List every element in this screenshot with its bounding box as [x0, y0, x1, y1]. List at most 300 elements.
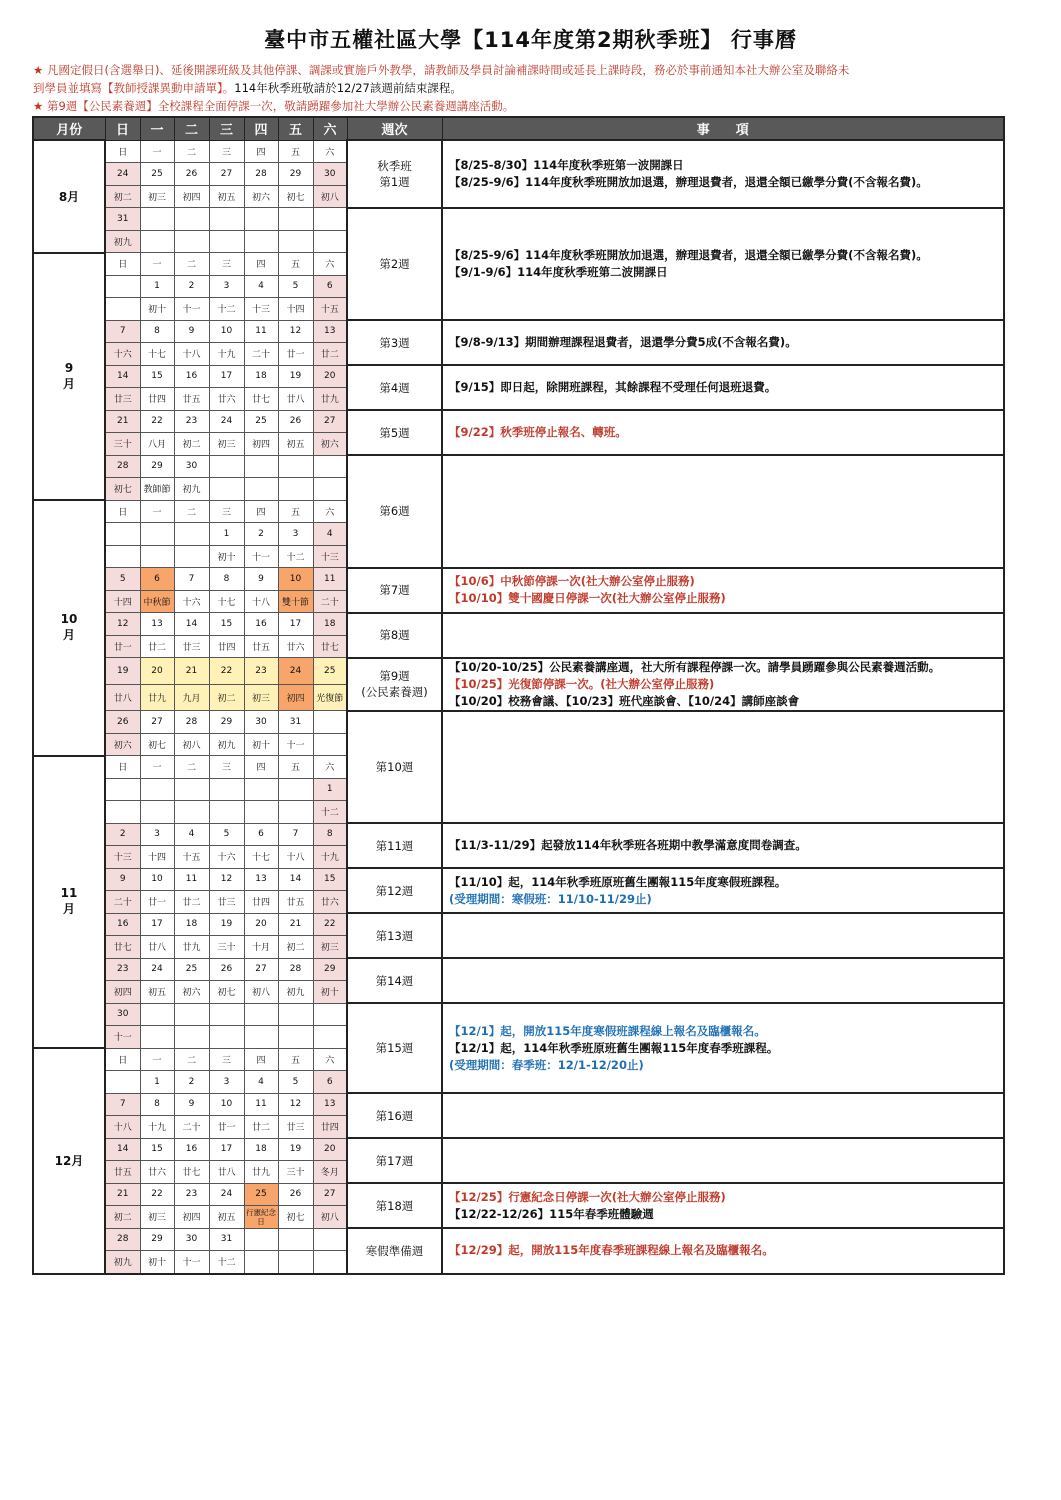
- day-cell: [174, 523, 209, 546]
- day-cell: 初十: [209, 545, 244, 568]
- day-cell: 二十: [174, 1116, 209, 1139]
- day-cell: 29: [278, 163, 313, 186]
- event-cell-w5: [442, 410, 1004, 455]
- day-cell: 6: [313, 1071, 347, 1094]
- day-cell: [313, 1026, 347, 1049]
- day-cell: 初八: [313, 1206, 347, 1229]
- day-cell: 18: [244, 365, 278, 388]
- day-cell: 二: [174, 756, 209, 779]
- day-cell: [244, 1003, 278, 1026]
- day-cell: 31: [278, 711, 313, 734]
- calendar-row: [33, 958, 1004, 981]
- week-cell-w5: 第5週: [347, 410, 442, 455]
- calendar-row: [33, 208, 1004, 231]
- day-cell: 23: [105, 958, 140, 981]
- day-cell: [105, 1071, 140, 1094]
- day-cell: 廿六: [209, 388, 244, 411]
- day-cell: 24: [209, 1183, 244, 1206]
- day-cell: 13: [313, 320, 347, 343]
- day-cell: 廿九: [244, 1161, 278, 1184]
- day-cell: 日: [105, 140, 140, 163]
- day-cell: [244, 1251, 278, 1274]
- day-cell: 初九: [105, 1251, 140, 1274]
- day-cell: 十四: [140, 846, 174, 869]
- day-cell: 日: [105, 253, 140, 276]
- day-cell: [278, 478, 313, 501]
- day-cell: 25: [313, 658, 347, 685]
- event-e5: 【9/22】秋季班停止報名、轉班。: [449, 425, 627, 439]
- day-cell: 二十: [313, 590, 347, 613]
- calendar-row: [33, 1183, 1004, 1206]
- week-cell-w6: 第6週: [347, 455, 442, 568]
- day-cell: 26: [174, 163, 209, 186]
- day-cell: 八月: [140, 433, 174, 456]
- day-cell: 14: [278, 868, 313, 891]
- day-cell: 十八: [105, 1116, 140, 1139]
- day-cell: 十六: [209, 846, 244, 869]
- day-cell: [313, 711, 347, 734]
- day-cell: 十一: [105, 1026, 140, 1049]
- event-e19: 【12/29】起，開放115年度春季班課程線上報名及臨櫃報名。: [449, 1243, 774, 1258]
- day-cell: 4: [313, 523, 347, 546]
- day-cell: [174, 230, 209, 253]
- day-cell: 2: [105, 823, 140, 846]
- day-cell: 廿二: [313, 343, 347, 366]
- day-cell: 初八: [244, 981, 278, 1004]
- header-sat: 六: [313, 117, 347, 140]
- day-cell: 1: [140, 275, 174, 298]
- day-cell: 3: [278, 523, 313, 546]
- day-cell: 五: [278, 756, 313, 779]
- day-cell: 15: [140, 1138, 174, 1161]
- day-cell: [278, 208, 313, 231]
- week-cell-w9: 第9週 (公民素養週): [347, 658, 442, 711]
- day-cell: 26: [278, 410, 313, 433]
- day-cell: 11: [174, 868, 209, 891]
- event-cell-w9: [442, 658, 1004, 711]
- day-cell: 三: [209, 140, 244, 163]
- day-cell: 29: [209, 711, 244, 734]
- day-cell: 17: [209, 1138, 244, 1161]
- day-cell: 廿一: [278, 343, 313, 366]
- day-cell: 四: [244, 756, 278, 779]
- day-cell: 初四: [174, 1206, 209, 1229]
- day-cell: 一: [140, 253, 174, 276]
- event-cell-w2: [442, 208, 1004, 321]
- day-cell: 廿五: [105, 1161, 140, 1184]
- day-cell: [244, 801, 278, 824]
- header-sun: 日: [105, 117, 140, 140]
- event-cell-w18: [442, 1183, 1004, 1228]
- event-cell-w19: [442, 1228, 1004, 1274]
- note-3: ★ 第9週【公民素養週】全校課程全面停課一次，敬請踴躍參加社大學辦公民素養週講座活動。: [33, 99, 515, 113]
- day-cell: 21: [105, 1183, 140, 1206]
- day-cell: 17: [278, 613, 313, 636]
- event-cell-w15: [442, 1003, 1004, 1093]
- day-cell: 30: [174, 1228, 209, 1251]
- day-cell: 廿九: [313, 388, 347, 411]
- day-cell: [244, 1228, 278, 1251]
- month-cell-m12: 12月: [33, 1048, 105, 1274]
- day-cell: 3: [209, 275, 244, 298]
- day-cell: 五: [278, 500, 313, 523]
- day-cell: 8: [140, 1093, 174, 1116]
- event-e7b: 【10/10】雙十國慶日停課一次(社大辦公室停止服務): [449, 591, 726, 605]
- day-cell: 初五: [209, 1206, 244, 1229]
- day-cell: 初四: [174, 185, 209, 208]
- day-cell: 14: [105, 365, 140, 388]
- day-cell: 初六: [244, 185, 278, 208]
- day-cell: 六: [313, 1048, 347, 1071]
- day-cell: 廿一: [105, 635, 140, 658]
- header-fri: 五: [278, 117, 313, 140]
- day-cell: [313, 1251, 347, 1274]
- day-cell: 10: [209, 320, 244, 343]
- calendar-row: [33, 365, 1004, 388]
- day-cell: 17: [209, 365, 244, 388]
- day-cell: 29: [140, 455, 174, 478]
- day-cell: 廿二: [140, 635, 174, 658]
- day-cell: 6: [140, 568, 174, 591]
- day-cell: 四: [244, 500, 278, 523]
- event-e12b: (受理期間：寒假班：11/10-11/29止): [449, 891, 652, 906]
- calendar-row: [33, 711, 1004, 734]
- day-cell: 廿六: [140, 1161, 174, 1184]
- day-cell: 20: [313, 1138, 347, 1161]
- day-cell: 初八: [174, 733, 209, 756]
- day-cell: 23: [174, 410, 209, 433]
- event-cell-w7: [442, 568, 1004, 613]
- day-cell: 十四: [278, 298, 313, 321]
- day-cell: 廿八: [140, 936, 174, 959]
- day-cell: [313, 1003, 347, 1026]
- day-cell: 27: [140, 711, 174, 734]
- day-cell: 初四: [105, 981, 140, 1004]
- day-cell: 27: [313, 410, 347, 433]
- day-cell: 4: [174, 823, 209, 846]
- day-cell: 30: [244, 711, 278, 734]
- day-cell: 二十: [244, 343, 278, 366]
- calendar-row: [33, 1228, 1004, 1251]
- day-cell: [278, 801, 313, 824]
- day-cell: 初二: [105, 1206, 140, 1229]
- day-cell: 25: [174, 958, 209, 981]
- day-cell: 初三: [244, 684, 278, 711]
- day-cell: 日: [105, 500, 140, 523]
- event-cell-w11: [442, 823, 1004, 868]
- day-cell: 二: [174, 1048, 209, 1071]
- day-cell: [174, 1003, 209, 1026]
- calendar-body: [33, 140, 1004, 1274]
- header-wed: 三: [209, 117, 244, 140]
- event-cell-w14: [442, 958, 1004, 1003]
- day-cell: 11: [313, 568, 347, 591]
- day-cell: 31: [209, 1228, 244, 1251]
- day-cell: 廿八: [209, 1161, 244, 1184]
- day-cell: 28: [174, 711, 209, 734]
- note-2: [33, 79, 1008, 97]
- day-cell: 26: [105, 711, 140, 734]
- day-cell: 二: [174, 253, 209, 276]
- day-cell: 28: [105, 455, 140, 478]
- month-cell-m8: 8月: [33, 140, 105, 253]
- day-cell: 日: [105, 756, 140, 779]
- week-cell-w2: 第2週: [347, 208, 442, 321]
- calendar-row: [33, 658, 1004, 685]
- page-title: 臺中市五權社區大學【114年度第2期秋季班】 行事曆: [264, 28, 797, 52]
- day-cell: 初六: [174, 981, 209, 1004]
- day-cell: 一: [140, 140, 174, 163]
- week-cell-w12: 第12週: [347, 868, 442, 913]
- day-cell: 19: [209, 913, 244, 936]
- note-2-black: 114年秋季班敬請於12/27該週前結束課程。: [234, 81, 462, 95]
- event-e4: 【9/15】即日起，除開班課程，其餘課程不受理任何退班退費。: [449, 380, 777, 394]
- event-e9b: 【10/25】光復節停課一次。(社大辦公室停止服務): [449, 676, 715, 691]
- day-cell: [278, 230, 313, 253]
- day-cell: 初二: [174, 433, 209, 456]
- day-cell: [244, 208, 278, 231]
- event-e15a: 【12/1】起，開放115年度寒假班課程線上報名及臨櫃報名。: [449, 1023, 766, 1038]
- day-cell: 三: [209, 756, 244, 779]
- event-e9a: 【10/20-10/25】公民素養講座週，社大所有課程停課一次。請學員踴躍參與公民素養週活動。: [449, 659, 941, 674]
- day-cell: 十九: [313, 846, 347, 869]
- day-cell: 廿四: [244, 891, 278, 914]
- month-cell-m10: 10 月: [33, 500, 105, 756]
- day-cell: 五: [278, 253, 313, 276]
- day-cell: [105, 801, 140, 824]
- event-e18b: 【12/22-12/26】115年春季班體驗週: [449, 1206, 654, 1221]
- day-cell: 17: [140, 913, 174, 936]
- day-cell: 16: [105, 913, 140, 936]
- day-cell: 初三: [209, 433, 244, 456]
- week-cell-w11: 第11週: [347, 823, 442, 868]
- day-cell: 十七: [244, 846, 278, 869]
- day-cell: [313, 733, 347, 756]
- day-cell: 廿一: [140, 891, 174, 914]
- day-cell: 24: [278, 658, 313, 685]
- calendar-table: [32, 116, 1005, 1275]
- event-cell-w1: [442, 140, 1004, 208]
- day-cell: 4: [244, 275, 278, 298]
- day-cell: 初五: [209, 185, 244, 208]
- day-cell: 十一: [174, 1251, 209, 1274]
- day-cell: 十八: [174, 343, 209, 366]
- day-cell: 廿三: [174, 635, 209, 658]
- day-cell: 初十: [140, 1251, 174, 1274]
- day-cell: 廿九: [174, 936, 209, 959]
- day-cell: 8: [209, 568, 244, 591]
- day-cell: 8: [140, 320, 174, 343]
- day-cell: 5: [278, 275, 313, 298]
- day-cell: 廿三: [209, 891, 244, 914]
- day-cell: 10: [278, 568, 313, 591]
- day-cell: 初三: [313, 936, 347, 959]
- day-cell: 廿七: [313, 635, 347, 658]
- week-cell-w7: 第7週: [347, 568, 442, 613]
- day-cell: 初八: [313, 185, 347, 208]
- day-cell: 廿四: [313, 1116, 347, 1139]
- event-e2a: 【8/25-9/6】114年度秋季班開放加退選，辦理退費者，退還全額已繳學分費(不含報名費)。: [449, 247, 928, 262]
- week-cell-w18: 第18週: [347, 1183, 442, 1228]
- day-cell: 教師節: [140, 478, 174, 501]
- day-cell: 十月: [244, 936, 278, 959]
- day-cell: 12: [105, 613, 140, 636]
- day-cell: 光復節: [313, 684, 347, 711]
- day-cell: 27: [244, 958, 278, 981]
- day-cell: 22: [140, 410, 174, 433]
- day-cell: 26: [278, 1183, 313, 1206]
- day-cell: [174, 801, 209, 824]
- day-cell: [209, 208, 244, 231]
- day-cell: 2: [174, 1071, 209, 1094]
- header-thu: 四: [244, 117, 278, 140]
- month-cell-m11: 11 月: [33, 756, 105, 1049]
- day-cell: 廿五: [174, 388, 209, 411]
- day-cell: 9: [244, 568, 278, 591]
- day-cell: [174, 208, 209, 231]
- day-cell: 22: [140, 1183, 174, 1206]
- day-cell: 廿八: [105, 684, 140, 711]
- day-cell: [209, 778, 244, 801]
- day-cell: 15: [140, 365, 174, 388]
- day-cell: 20: [244, 913, 278, 936]
- day-cell: [105, 778, 140, 801]
- day-cell: [278, 1003, 313, 1026]
- event-cell-w17: [442, 1138, 1004, 1183]
- day-cell: 廿一: [209, 1116, 244, 1139]
- day-cell: 十三: [244, 298, 278, 321]
- day-cell: [140, 1003, 174, 1026]
- day-cell: 十一: [278, 733, 313, 756]
- day-cell: 20: [313, 365, 347, 388]
- event-cell-w12: [442, 868, 1004, 913]
- week-cell-w19: 寒假準備週: [347, 1228, 442, 1274]
- day-cell: 28: [244, 163, 278, 186]
- day-cell: [209, 455, 244, 478]
- day-cell: 21: [278, 913, 313, 936]
- calendar-row: [33, 320, 1004, 343]
- day-cell: 初五: [140, 981, 174, 1004]
- day-cell: 十一: [244, 545, 278, 568]
- note-2-red: 到學員並填寫【教師授課異動申請單】。: [33, 81, 235, 95]
- day-cell: 十八: [278, 846, 313, 869]
- day-cell: 13: [313, 1093, 347, 1116]
- day-cell: 六: [313, 500, 347, 523]
- day-cell: 三: [209, 500, 244, 523]
- calendar-row: [33, 613, 1004, 636]
- event-e12a: 【11/10】起，114年秋季班原班舊生團報115年度寒假班課程。: [449, 874, 787, 889]
- day-cell: 廿四: [209, 635, 244, 658]
- day-cell: 7: [105, 320, 140, 343]
- header-week: 週次: [347, 117, 442, 140]
- day-cell: [278, 1228, 313, 1251]
- day-cell: [209, 1026, 244, 1049]
- day-cell: [313, 455, 347, 478]
- day-cell: 二: [174, 140, 209, 163]
- day-cell: 29: [140, 1228, 174, 1251]
- day-cell: 15: [209, 613, 244, 636]
- day-cell: 1: [140, 1071, 174, 1094]
- day-cell: 十六: [105, 343, 140, 366]
- day-cell: [278, 778, 313, 801]
- day-cell: 16: [174, 1138, 209, 1161]
- day-cell: 廿七: [174, 1161, 209, 1184]
- day-cell: 十八: [244, 590, 278, 613]
- header-tue: 二: [174, 117, 209, 140]
- event-cell-w3: [442, 320, 1004, 365]
- day-cell: 16: [174, 365, 209, 388]
- day-cell: [174, 778, 209, 801]
- day-cell: 18: [313, 613, 347, 636]
- event-e1a: 【8/25-8/30】114年度秋季班第一波開課日: [449, 157, 684, 172]
- day-cell: 8: [313, 823, 347, 846]
- day-cell: 四: [244, 140, 278, 163]
- day-cell: 廿四: [140, 388, 174, 411]
- calendar-row: [33, 568, 1004, 591]
- day-cell: [140, 801, 174, 824]
- day-cell: 冬月: [313, 1161, 347, 1184]
- event-e15c: (受理期間：春季班：12/1-12/20止): [449, 1057, 644, 1072]
- day-cell: 十二: [278, 545, 313, 568]
- day-cell: 廿三: [105, 388, 140, 411]
- day-cell: 3: [140, 823, 174, 846]
- day-cell: 廿二: [244, 1116, 278, 1139]
- day-cell: 三十: [278, 1161, 313, 1184]
- event-cell-w6: [442, 455, 1004, 568]
- day-cell: 十一: [174, 298, 209, 321]
- day-cell: 25: [140, 163, 174, 186]
- day-cell: 初九: [174, 478, 209, 501]
- day-cell: 5: [105, 568, 140, 591]
- day-cell: 三: [209, 1048, 244, 1071]
- day-cell: 21: [174, 658, 209, 685]
- day-cell: 20: [140, 658, 174, 685]
- day-cell: 10: [209, 1093, 244, 1116]
- day-cell: 12: [278, 1093, 313, 1116]
- day-cell: 五: [278, 140, 313, 163]
- day-cell: 廿七: [105, 936, 140, 959]
- day-cell: 三: [209, 253, 244, 276]
- day-cell: 十七: [209, 590, 244, 613]
- day-cell: 廿二: [174, 891, 209, 914]
- day-cell: [174, 1026, 209, 1049]
- day-cell: 初四: [244, 433, 278, 456]
- day-cell: 中秋節: [140, 590, 174, 613]
- day-cell: [244, 478, 278, 501]
- event-e15b: 【12/1】起，114年秋季班原班舊生團報115年度春季班課程。: [449, 1040, 779, 1055]
- day-cell: 25: [244, 410, 278, 433]
- day-cell: 四: [244, 253, 278, 276]
- header-event: 事 項: [442, 117, 1004, 140]
- day-cell: 十二: [209, 1251, 244, 1274]
- day-cell: [105, 275, 140, 298]
- day-cell: 一: [140, 756, 174, 779]
- day-cell: 29: [313, 958, 347, 981]
- event-e1b: 【8/25-9/6】114年度秋季班開放加退選，辦理退費者，退還全額已繳學分費(不含報名費)。: [449, 174, 928, 189]
- event-e3: 【9/8-9/13】期間辦理課程退費者，退還學分費5成(不含報名費)。: [449, 335, 797, 349]
- day-cell: [244, 1026, 278, 1049]
- day-cell: 初九: [209, 733, 244, 756]
- day-cell: [105, 545, 140, 568]
- calendar-row: [33, 1093, 1004, 1116]
- day-cell: 十二: [209, 298, 244, 321]
- day-cell: 22: [209, 658, 244, 685]
- day-cell: [140, 523, 174, 546]
- day-cell: 初三: [140, 1206, 174, 1229]
- day-cell: 一: [140, 1048, 174, 1071]
- day-cell: 11: [244, 1093, 278, 1116]
- day-cell: 5: [209, 823, 244, 846]
